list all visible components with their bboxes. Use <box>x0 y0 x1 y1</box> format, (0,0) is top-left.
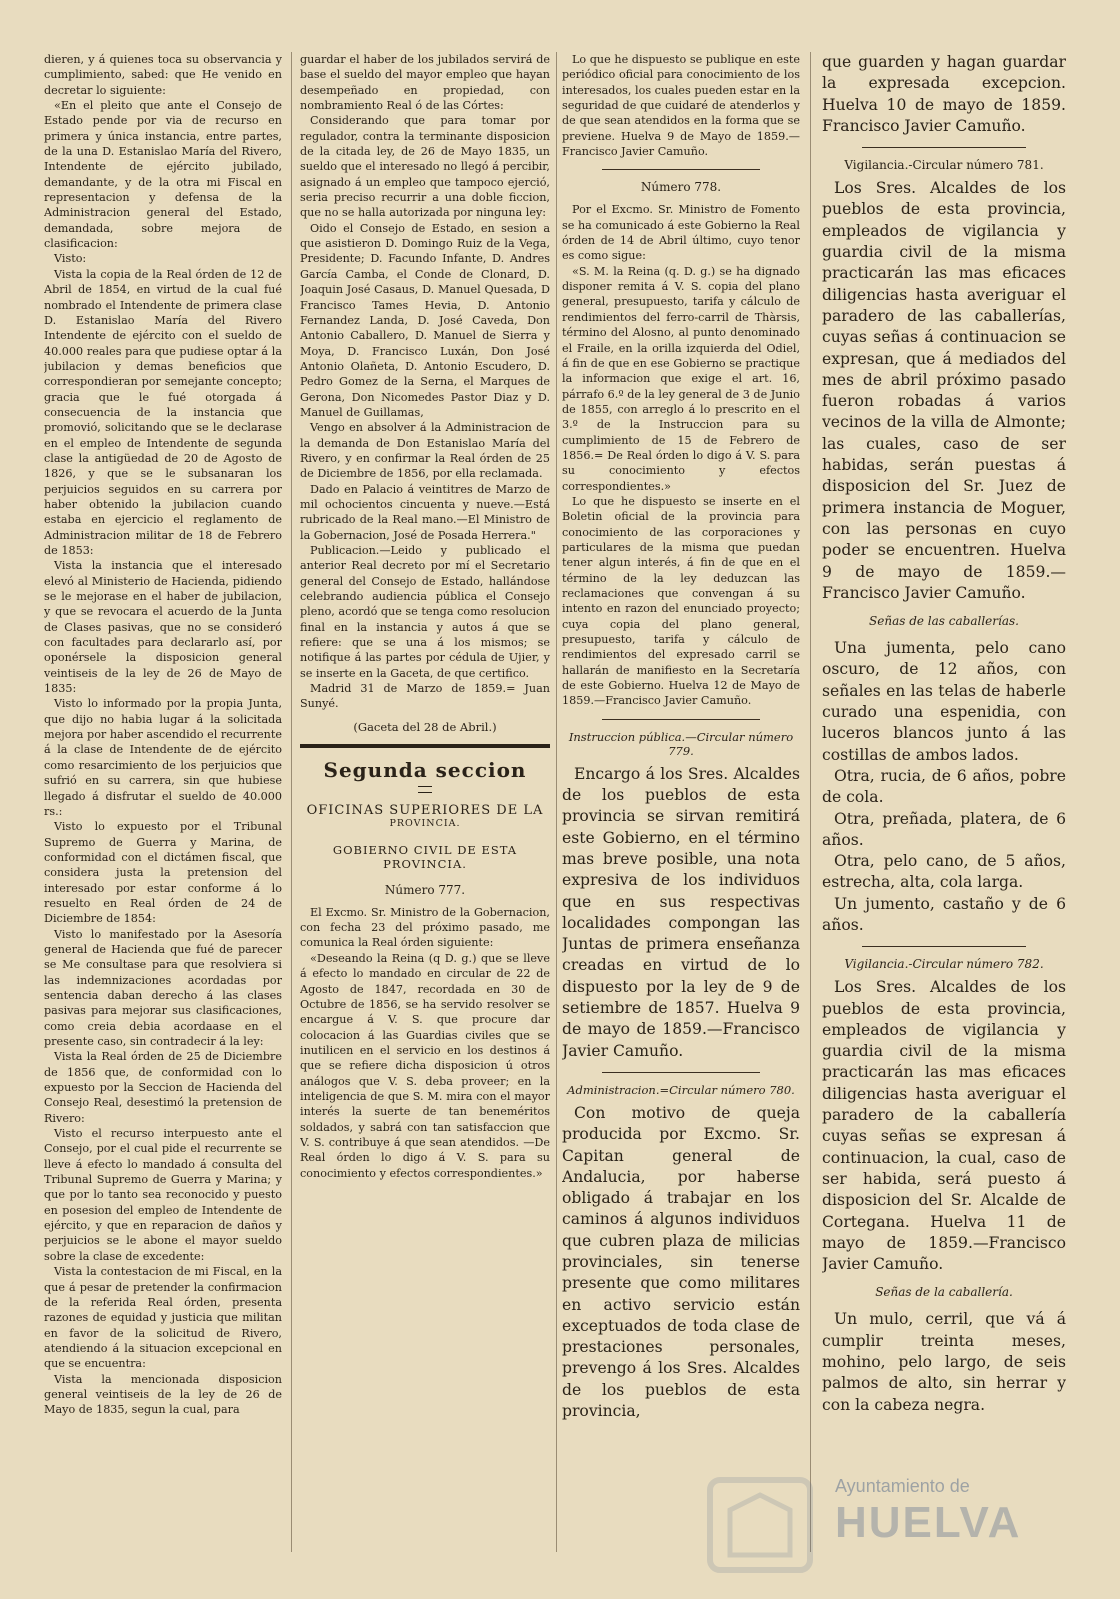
paragraph: Un jumento, castaño y de 6 años. <box>822 894 1066 934</box>
paragraph: Vista la instancia que el interesado elevó al Ministerio de Hacienda, pidiendo se le mejorase en el haber de jubilacion, y que se revocara el acuerdo de la Junta de Clases pasivas, que no se consideró con facultades para declararlo así, por oponérsele la disposicion general veintiseis de la ley de 26 de Mayo de 1835: <box>44 559 282 696</box>
paragraph: Visto lo manifestado por la Asesoría general de Hacienda que fué de parecer se Me consultase para que resolviera si las indemnizaciones acordadas por sentencia daban derecho á las clases pasivas para mejorar sus clasificaciones, como creia debia acordaase en el presente caso, sin contradecir á la ley: <box>44 927 282 1048</box>
paragraph: Vista la contestacion de mi Fiscal, en la que á pesar de pretender la confirmacion de la referida Real órden, presenta razones de equidad y justicia que militan en favor de la solicitud de Rivero, atendiendo á la situacion excepcional en que se encuentra: <box>44 1265 282 1371</box>
column-rule <box>291 52 292 1552</box>
watermark-city: HUELVA <box>835 1498 1022 1547</box>
column-2 <box>300 52 550 1552</box>
divider <box>862 147 1026 148</box>
paragraph: Los Sres. Alcaldes de los pueblos de esta provincia, empleados de vigilancia y guardia civil de la misma practicarán las mas eficaces diligencias hasta averiguar el paradero de las caballerías, cuyas señas á continuacion se expresan, que á mediados del mes de abril próximo pasado fueron robadas á varios vecinos de la villa de Almonte; las cuales, caso de ser habidas, serán puestas á disposicion del Sr. Juez de primera instancia de Moguer, con las personas en cuyo poder se encuentren. Huelva 9 de mayo de 1859.—Francisco Javier Camuño. <box>822 179 1066 602</box>
paragraph: Vengo en absolver á la Administracion de la demanda de Don Estanislao María del Rivero, y en confirmar la Real órden de 25 de Diciembre de 1856, por ella reclamada. <box>300 421 550 481</box>
circular-heading: Vigilancia.-Circular número 781. <box>844 158 1044 173</box>
paragraph: dieren, y á quienes toca su observancia y cumplimiento, sabed: que He venido en decretar lo siguiente: <box>44 53 282 97</box>
circular-heading: Administracion.=Circular número 780. <box>567 1082 795 1097</box>
circular-heading: Instruccion pública.—Circular número 779. <box>568 729 794 758</box>
circular-heading: Vigilancia.-Circular número 782. <box>844 957 1044 972</box>
paragraph: Vista la Real órden de 25 de Diciembre de 1856 que, de conformidad con lo expuesto por la Seccion de Hacienda del Consejo Real, desestimó la pretension de Rivero: <box>44 1050 282 1125</box>
gobierno-heading: GOBIERNO CIVIL DE ESTA PROVINCIA. <box>332 842 518 871</box>
paragraph: El Excmo. Sr. Ministro de la Gobernacion, con fecha 23 del próximo pasado, me comunica la Real órden siguiente: <box>300 905 550 950</box>
paragraph: Lo que he dispuesto se inserte en el Boletin oficial de la provincia para conocimiento de las corporaciones y particulares de la misma que puedan tener algun interés, á fin de que en el término de la ley deduzcan las reclamaciones que convengan á su intento en razon del enunciado proyecto; cuya copia del plano general, presupuesto, tarifa y cálculo de rendimientos del expresado carril se hallarán de manifiesto en la Secretaría de este Gobierno. Huelva 12 de Mayo de 1859.—Francisco Javier Camuño. <box>562 494 800 708</box>
section-title: Segunda seccion <box>323 757 527 782</box>
paragraph: Visto: <box>54 252 87 266</box>
divider <box>602 719 760 720</box>
senas-heading: Señas de las caballerías. <box>869 614 1019 629</box>
paragraph: Un mulo, cerril, que vá á cumplir treinta meses, mohino, pelo largo, de seis palmos de alto, sin herrar y con la cabeza negra. <box>822 1310 1066 1414</box>
divider <box>862 946 1026 947</box>
paragraph: Otra, rucia, de 6 años, pobre de cola. <box>822 766 1066 807</box>
paragraph: Dado en Palacio á veintitres de Marzo de mil ochocientos cincuenta y nueve.—Está rubricado de la Real mano.—El Ministro de la Gobernacion, José de Posada Herrera." <box>300 482 550 542</box>
provincia-heading: PROVINCIA. <box>389 817 461 829</box>
column-rule <box>810 52 811 1552</box>
paragraph: Visto lo expuesto por el Tribunal Supremo de Guerra y Marina, de conformidad con el dictámen fiscal, que considera justa la pretension del interesado por estar conforme á lo resuelto en Real órden de 24 de Diciembre de 1854: <box>44 820 282 926</box>
column-1 <box>44 52 282 1552</box>
column-rule <box>556 52 557 1552</box>
senas-heading: Señas de la caballería. <box>875 1285 1013 1300</box>
paragraph: «S. M. la Reina (q. D. g.) se ha dignado disponer remita á V. S. copia del plano general, presupuesto, tarifa y cálculo de rendimientos del ferro-carril de Thàrsis, término del Alosno, al punto denominado el Fraile, en la orilla izquierda del Odiel, á fin de que en ese Gobierno se practique la informacion que exige el art. 16, párrafo 6.º de la ley general de 3 de Junio de 1855, con arreglo á lo prescrito en el 3.º de la Instruccion para su cumplimiento de 15 de Febrero de 1856.= De Real órden lo digo á V. S. para su conocimiento y efectos correspondientes.» <box>562 264 800 493</box>
ornament-dash <box>418 786 432 793</box>
paragraph: Lo que he dispuesto se publique en este periódico oficial para conocimiento de los interesados, los cuales pueden estar en la seguridad de que cuidaré de atenderlos y de que sean atendidos en la forma que se previene. Huelva 9 de Mayo de 1859.—Francisco Javier Camuño. <box>562 53 800 159</box>
paragraph: Considerando que para tomar por regulador, contra la terminante disposicion de la citada ley, de 26 de Mayo 1835, un sueldo que el interesado no llegó á percibir, asignado á un empleo que tampoco ejerció, seria preciso recurrir a una doble ficcion, que no se halla autorizada por ninguna ley: <box>300 114 550 220</box>
paragraph: Encargo á los Sres. Alcaldes de los pueblos de esta provincia se sirvan remitirá este Gobierno, en el término mas breve posible, una nota expresiva de los individuos que en sus respectivas localidades compongan las Juntas de primera enseñanza creadas en virtud de lo dispuesto por la ley de 9 de setiembre de 1857. Huelva 9 de mayo de 1859.—Francisco Javier Camuño. <box>562 764 800 1060</box>
column-4 <box>822 52 1066 1552</box>
paragraph: Una jumenta, pelo cano oscuro, de 12 años, con señales en las telas de haberle curado una espenidia, con luceros blancos junto á las costillas de ambos lados. <box>822 639 1066 764</box>
paragraph: «En el pleito que ante el Consejo de Estado pende por via de recurso en primera y única instancia, entre partes, de la una D. Estanislao María del Rivero, Intendente de ejército jubilado, demandante, y de la otra mi Fiscal en representacion y defensa de la Administracion general del Estado, demandada, sobre mejora de clasificacion: <box>44 99 282 251</box>
paragraph: Los Sres. Alcaldes de los pueblos de esta provincia, empleados de vigilancia y guardia civil de la misma practicarán las mas eficaces diligencias hasta averiguar el paradero de la caballería cuyas señas se expresan á continuacion, la cual, caso de ser habida, será puesto á disposicion del Sr. Alcalde de Cortegana. Huelva 11 de mayo de 1859.—Francisco Javier Camuño. <box>822 978 1066 1274</box>
paragraph: Vista la copia de la Real órden de 12 de Abril de 1854, en virtud de la cual fué nombrado el Intendente de primera clase D. Estanislao María del Rivero Intendente de ejército con el sueldo de 40.000 reales para que pudiese optar á la jubilacion y demas beneficios que correspondieran por semejante concepto; gracia que le fué otorgada á consecuencia de la instancia que promovió, solicitando que se le declarase en el empleo de Intendente de segunda clase la antigüedad de 20 de Agosto de 1826, y que se le subsanaran los perjuicios seguidos en su carrera por haber obtenido la jubilacion cuando estaba en ejercicio el reglamento de Administracion militar de 18 de Febrero de 1853: <box>44 267 282 557</box>
paragraph: Por el Excmo. Sr. Ministro de Fomento se ha comunicado á este Gobierno la Real órden de 14 de Abril último, cuyo tenor es como sigue: <box>562 203 800 263</box>
column-3 <box>562 52 800 1552</box>
paragraph: Visto lo informado por la propia Junta, que dijo no habia lugar á la solicitada mejora por haber ascendido el recurrente á la clase de Intendente de de ejército como resarcimiento de los perjuicios que sufrió en su carrera, sin que hubiese llegado á disfrutar el sueldo de 40.000 rs.: <box>44 697 282 818</box>
divider <box>602 169 760 170</box>
paragraph: que guarden y hagan guardar la expresada excepcion. Huelva 10 de mayo de 1859. Francisco Javier Camuño. <box>822 53 1066 135</box>
oficinas-heading: OFICINAS SUPERIORES DE LA <box>306 802 544 818</box>
paragraph: Vista la mencionada disposicion general veintiseis de la ley de 26 de Mayo de 1835, segun la cual, para <box>44 1372 282 1417</box>
paragraph: Con motivo de queja producida por Excmo. Sr. Capitan general de Andalucia, por haberse obligado á trabajar en los caminos á algunos individuos que cubren plaza de milicias provinciales, sin tenerse presente que como militares en activo servicio están exceptuados de toda clase de prestaciones personales, prevengo á los Sres. Alcaldes de los pueblos de esta provincia, <box>562 1103 800 1421</box>
paragraph: Otra, pelo cano, de 5 años, estrecha, alta, cola larga. <box>822 852 1066 892</box>
paragraph: Oido el Consejo de Estado, en sesion a que asistieron D. Domingo Ruiz de la Vega, Presidente; D. Facundo Infante, D. Andres García Camba, el Conde de Clonard, D. Joaquin José Casaus, D. Manuel Quesada, D Francisco Tames Hevia, D. Antonio Fernandez Landa, D. José Caveda, Don Antonio Caballero, D. Manuel de Sierra y Moya, D. Francisco Luxán, Don José Antonio Olañeta, D. Antonio Escudero, D. Pedro Gomez de la Serna, el Marques de Gerona, Don Nicomedes Pastor Diaz y D. Manuel de Guillamas, <box>300 221 550 419</box>
number-heading: Número 778. <box>640 180 722 195</box>
paragraph: guardar el haber de los jubilados servirá de base el sueldo del mayor empleo que hayan desempeñado en propiedad, con nombramiento Real ó de las Córtes: <box>300 53 550 113</box>
paragraph: Publicacion.—Leido y publicado el anterior Real decreto por mí el Secretario general del Consejo de Estado, hallándose celebrando audiencia pública el Consejo pleno, acordó que se tenga como resolucion final en la instancia y autos á que se refiere: que se una á los mismos; se notifique á las partes por cédula de Ujier, y se inserte en la Gaceta, de que certifico. <box>300 544 550 680</box>
paragraph: Visto el recurso interpuesto ante el Consejo, por el cual pide el recurrente se lleve á efecto lo mandado á consulta del Tribunal Supremo de Guerra y Marina; y que por lo tanto sea reconocido y puesto en posesion del empleo de Intendente de ejército, y que en reparacion de daños y perjuicios se le abone el mayor sueldo sobre la clase de excedente: <box>44 1127 282 1263</box>
divider <box>602 1072 760 1073</box>
section-rule <box>300 744 550 748</box>
watermark-label: Ayuntamiento de <box>835 1476 970 1496</box>
gaceta-note: (Gaceta del 28 de Abril.) <box>353 719 497 734</box>
paragraph: «Deseando la Reina (q D. g.) que se lleve á efecto lo mandado en circular de 22 de Agosto de 1847, recordada en 30 de Octubre de 1856, se ha servido resolver se encargue á V. S. que procure dar colocacion á las Guardias civiles que se inutilicen en el servicio en los destinos á que se refiere dicha disposicion ú otros análogos que V. S. deba proveer; en la inteligencia de que S. M. mira con el mayor interés la suerte de tan beneméritos soldados, y sabrá con tan satisfaccion que V. S. contribuye á que sean atendidos. —De Real órden lo digo á V. S. para su conocimiento y efectos correspondientes.» <box>300 951 550 1180</box>
paragraph: Otra, preñada, platera, de 6 años. <box>822 809 1066 849</box>
paragraph: Madrid 31 de Marzo de 1859.= Juan Sunyé. <box>300 682 550 711</box>
number-heading: Número 777. <box>384 882 466 897</box>
